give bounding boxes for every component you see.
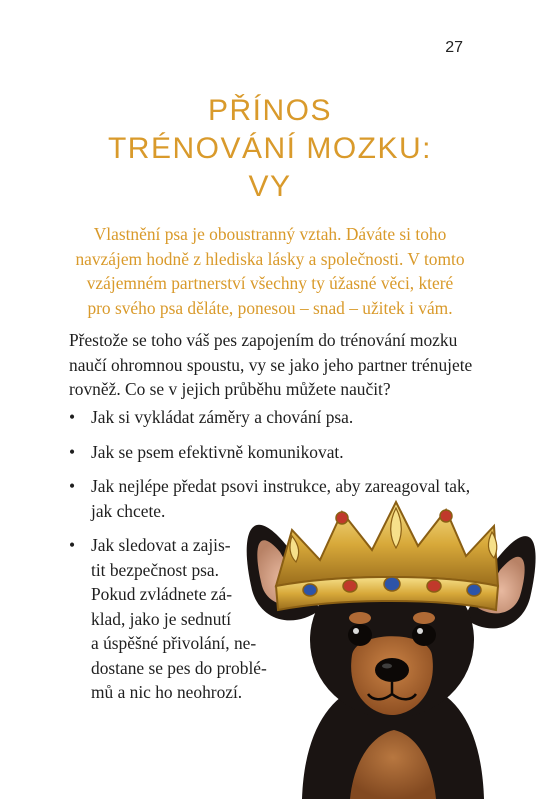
intro-line: pro svého psa děláte, ponesou – snad – užitek i vám. bbox=[87, 297, 453, 318]
intro-line: vzájemném partnerství všechny ty úžasné věci, které bbox=[86, 273, 454, 293]
intro-paragraph bbox=[56, 222, 484, 320]
bullet-line: dostane se pes do problé- bbox=[91, 657, 267, 678]
bullet-line: Jak se psem efektivně komunikovat. bbox=[91, 441, 344, 462]
intro-line: Vlastnění psa je oboustranný vztah. Dáváte si toho bbox=[93, 224, 447, 244]
bullet-line: Pokud zvládnete zá- bbox=[91, 584, 233, 604]
page-number: 27 bbox=[445, 39, 463, 56]
chapter-title-line: VY bbox=[248, 170, 292, 203]
bullet-line: klad, jako je sednutí bbox=[91, 608, 232, 629]
body-line: Přestože se toho váš pes zapojením do trénování mozku bbox=[69, 330, 458, 350]
dog-right-eye bbox=[412, 624, 436, 646]
body-paragraph bbox=[69, 328, 489, 402]
crown-icon bbox=[276, 502, 498, 610]
bullet-icon: • bbox=[69, 535, 76, 555]
dog-with-crown-photo bbox=[232, 490, 540, 799]
dog-nose bbox=[375, 658, 409, 682]
bullet-line: a úspěšné přivolání, ne- bbox=[91, 633, 257, 653]
bullet-icon: • bbox=[69, 441, 76, 462]
bullet-item bbox=[69, 405, 489, 430]
body-line: naučí ohromnou spoustu, vy se jako jeho partner trénujete bbox=[69, 354, 473, 375]
bullet-line: tit bezpečnost psa. bbox=[91, 559, 219, 580]
bullet-line: jak chcete. bbox=[91, 500, 166, 521]
chapter-title bbox=[0, 92, 540, 206]
dog-left-eye bbox=[348, 624, 372, 646]
bullet-line: Jak sledovat a zajis- bbox=[91, 535, 231, 555]
bullet-item bbox=[69, 440, 489, 465]
bullet-line: Jak si vykládat záměry a chování psa. bbox=[91, 407, 354, 427]
intro-line: navzájem hodně z hlediska lásky a společnosti. V tomto bbox=[75, 248, 465, 269]
chapter-title-line: PŘÍNOS bbox=[207, 94, 333, 127]
bullet-line: mů a nic ho neohrozí. bbox=[91, 682, 243, 702]
bullet-icon: • bbox=[69, 476, 76, 496]
bullet-line: Jak nejlépe předat psovi instrukce, aby zareagoval tak, bbox=[91, 476, 471, 496]
body-line: rovněž. Co se v jejich průběhu můžete naučit? bbox=[69, 379, 391, 399]
chapter-title-line: TRÉNOVÁNÍ MOZKU: bbox=[107, 132, 432, 165]
bullet-icon: • bbox=[69, 407, 76, 427]
